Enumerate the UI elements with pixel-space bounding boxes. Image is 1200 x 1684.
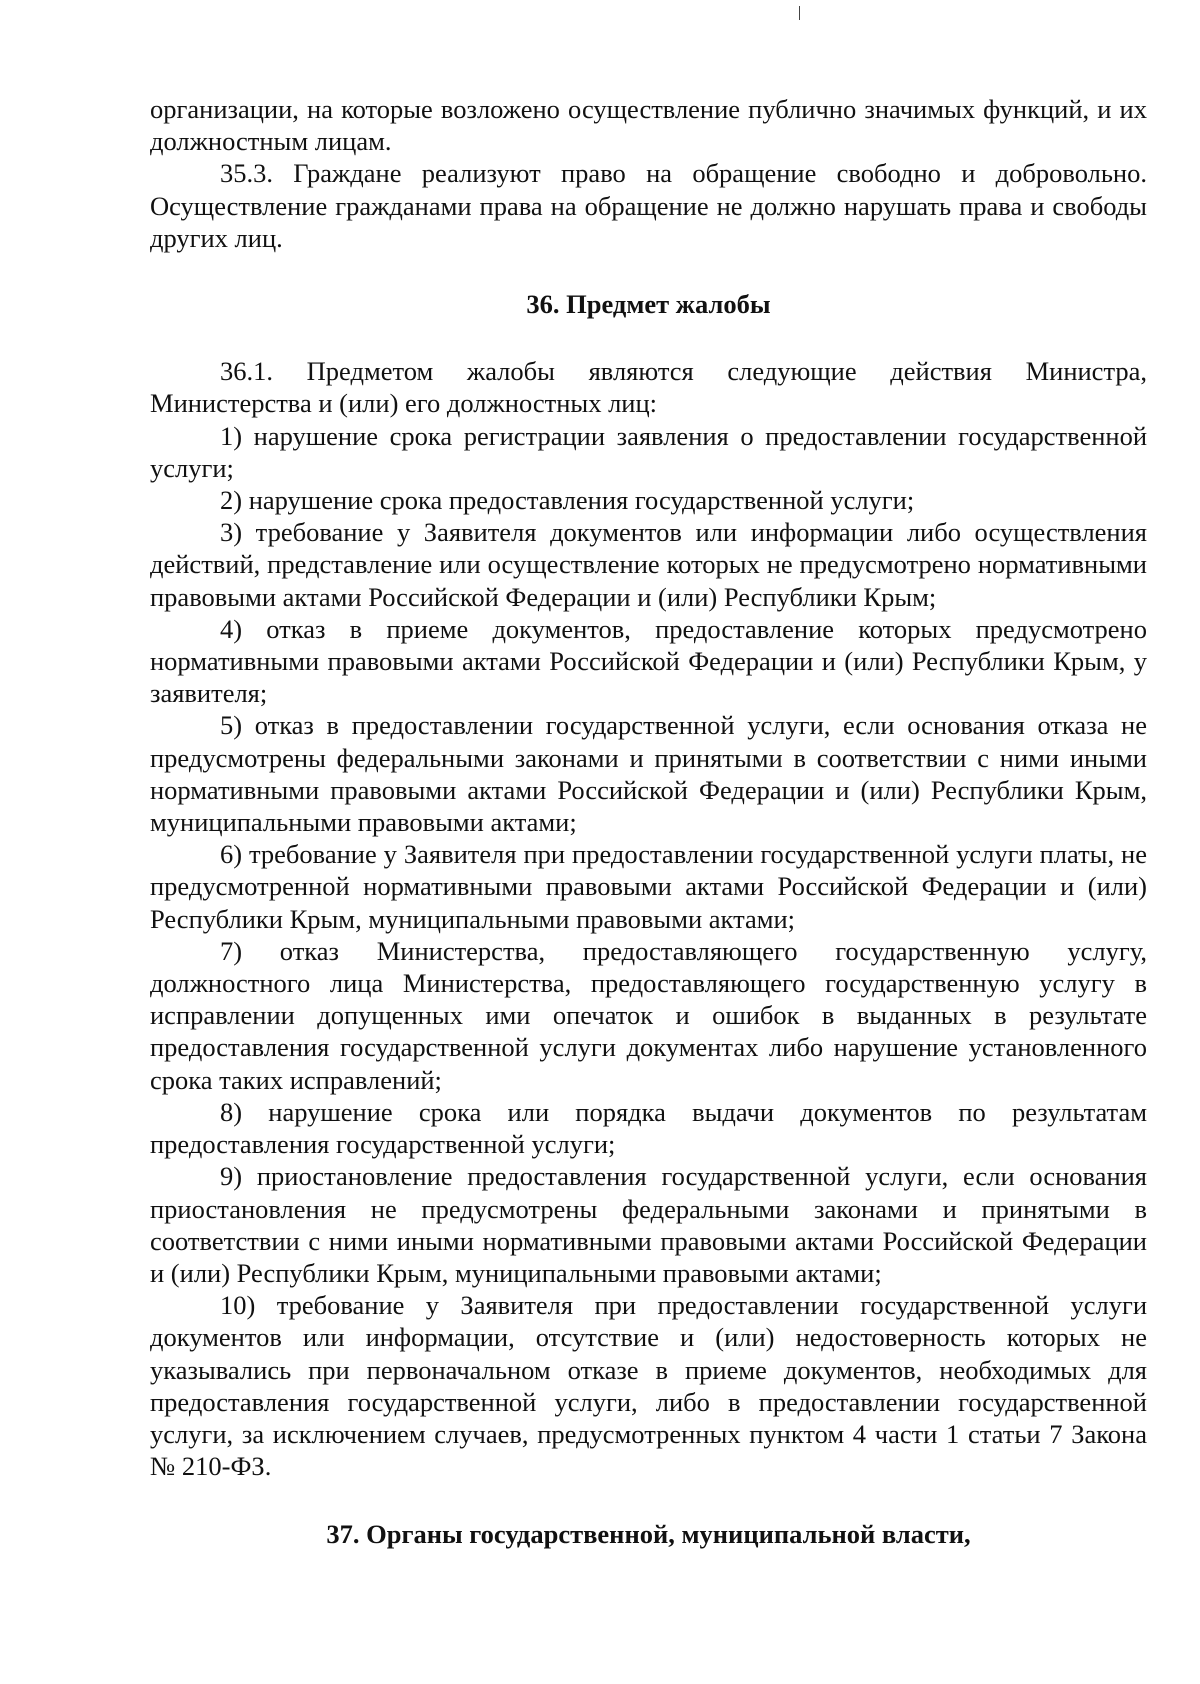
- section-heading-36: 36. Предмет жалобы: [526, 289, 771, 320]
- list-item-1: 1) нарушение срока регистрации заявления о предоставлении государственной услуги;: [150, 420, 1147, 483]
- list-item-4: 4) отказ в приеме документов, предоставление которых предусмотрено нормативными правовыми актами Российской Федерации и (или) Республики Крым, у заявителя;: [150, 613, 1147, 709]
- list-item-10: 10) требование у Заявителя при предоставлении государственной услуги документов или информации, отсутствие и (или) недостоверность которых не указывались при первоначальном отказе в приеме документов, необходимых для предоставления государственной услуги, либо в предоставлении государственной услуги, за исключением случаев, предусмотренных пунктом 4 части 1 статьи 7 Закона № 210-ФЗ.: [150, 1290, 1147, 1482]
- document-body: [150, 93, 1147, 1551]
- paragraph-36-1: 36.1. Предметом жалобы являются следующие действия Министра, Министерства и (или) его должностных лиц:: [150, 356, 1147, 419]
- list-item-5: 5) отказ в предоставлении государственной услуги, если основания отказа не предусмотрены федеральными законами и принятыми в соответствии с ними иными нормативными правовыми актами Российской Федерации и (или) Республики Крым, муниципальными правовыми актами;: [150, 710, 1147, 838]
- list-item-9: 9) приостановление предоставления государственной услуги, если основания приостановления не предусмотрены федеральными законами и принятыми в соответствии с ними иными нормативными правовыми актами Российской Федерации и (или) Республики Крым, муниципальными правовыми актами;: [150, 1161, 1147, 1288]
- paragraph-35-3: 35.3. Граждане реализуют право на обращение свободно и добровольно. Осуществление гражданами права на обращение не должно нарушать права и свободы других лиц.: [150, 158, 1147, 253]
- list-item-2: 2) нарушение срока предоставления государственной услуги;: [220, 485, 915, 516]
- paragraph-continuation: организации, на которые возложено осуществление публично значимых функций, и их должностным лицам.: [150, 94, 1147, 157]
- section-heading-37: 37. Органы государственной, муниципальной власти,: [326, 1519, 971, 1550]
- page-mark: [799, 6, 800, 20]
- list-item-3: 3) требование у Заявителя документов или информации либо осуществления действий, представление или осуществление которых не предусмотрено нормативными правовыми актами Российской Федерации и (или) Республики Крым;: [150, 517, 1147, 612]
- list-item-6: 6) требование у Заявителя при предоставлении государственной услуги платы, не предусмотренной нормативными правовыми актами Российской Федерации и (или) Республики Крым, муниципальными правовыми актами;: [150, 839, 1147, 934]
- list-item-8: 8) нарушение срока или порядка выдачи документов по результатам предоставления государственной услуги;: [150, 1096, 1147, 1160]
- list-item-7: 7) отказ Министерства, предоставляющего государственную услугу, должностного лица Министерства, предоставляющего государственную услугу в исправлении допущенных ими опечаток и ошибок в выданных в результате предоставления государственной услуги документах либо нарушение установленного срока таких исправлений;: [150, 935, 1147, 1095]
